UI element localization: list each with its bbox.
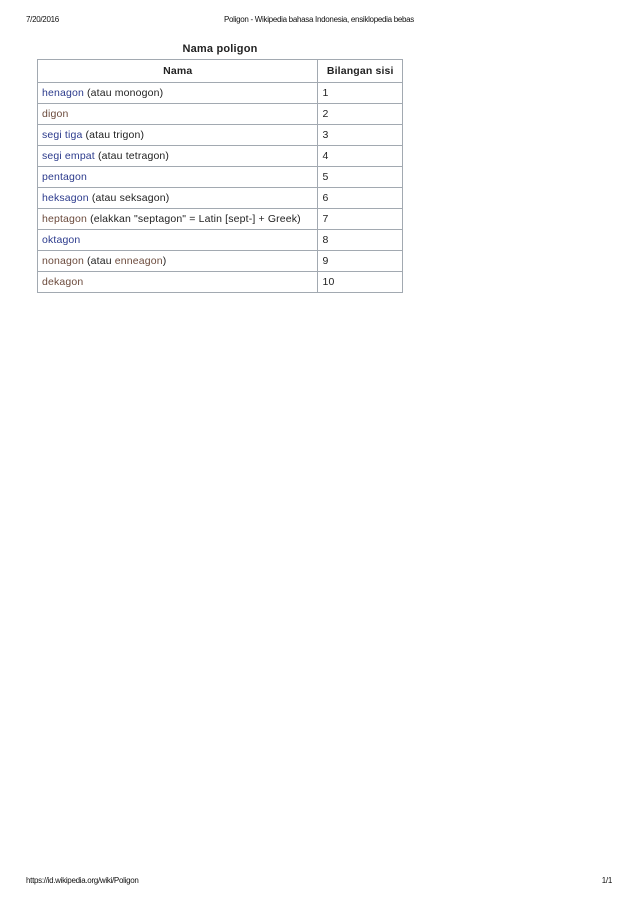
polygon-link[interactable]: segi empat bbox=[42, 150, 95, 162]
sides-count-cell: 6 bbox=[318, 188, 403, 209]
sides-count-cell: 4 bbox=[318, 146, 403, 167]
polygon-name-cell bbox=[38, 83, 318, 104]
polygon-link[interactable]: dekagon bbox=[42, 276, 84, 288]
table-caption: Nama poligon bbox=[182, 43, 258, 55]
print-footer bbox=[0, 876, 638, 888]
sides-count-cell: 3 bbox=[318, 125, 403, 146]
polygon-names-table-container bbox=[37, 42, 403, 293]
table-header-row bbox=[38, 60, 403, 83]
table-row bbox=[38, 272, 403, 293]
column-header-name: Nama bbox=[38, 60, 318, 83]
polygon-link[interactable]: digon bbox=[42, 108, 69, 120]
polygon-name-cell bbox=[38, 230, 318, 251]
table-row bbox=[38, 146, 403, 167]
polygon-link[interactable]: segi tiga bbox=[42, 129, 83, 141]
table-row bbox=[38, 209, 403, 230]
sides-count-cell: 2 bbox=[318, 104, 403, 125]
polygon-link[interactable]: oktagon bbox=[42, 234, 81, 246]
polygon-note: (elakkan "septagon" = Latin [sept-] + Greek) bbox=[87, 213, 301, 225]
polygon-note: (atau monogon) bbox=[83, 87, 164, 99]
sides-count-cell: 8 bbox=[318, 230, 403, 251]
polygon-note: (atau bbox=[83, 255, 115, 267]
table-row bbox=[38, 125, 403, 146]
sides-count-cell: 10 bbox=[318, 272, 403, 293]
polygon-link[interactable]: heptagon bbox=[42, 213, 87, 225]
polygon-note: (atau seksagon) bbox=[88, 192, 170, 204]
polygon-name-cell bbox=[38, 125, 318, 146]
print-date: 7/20/2016 bbox=[26, 15, 59, 24]
table-row bbox=[38, 188, 403, 209]
sides-count-cell: 5 bbox=[318, 167, 403, 188]
table-row bbox=[38, 104, 403, 125]
sides-count-cell: 7 bbox=[318, 209, 403, 230]
polygon-name-cell bbox=[38, 167, 318, 188]
polygon-names-table bbox=[37, 59, 403, 293]
polygon-alt-link[interactable]: enneagon bbox=[114, 255, 163, 267]
polygon-name-cell bbox=[38, 188, 318, 209]
table-row bbox=[38, 167, 403, 188]
polygon-link[interactable]: nonagon bbox=[42, 255, 84, 267]
polygon-name-cell bbox=[38, 104, 318, 125]
column-header-sides: Bilangan sisi bbox=[318, 60, 403, 83]
print-header bbox=[0, 15, 638, 27]
table-row bbox=[38, 83, 403, 104]
polygon-note-close: ) bbox=[162, 255, 167, 267]
polygon-name-cell bbox=[38, 272, 318, 293]
table-row bbox=[38, 230, 403, 251]
sides-count-cell: 1 bbox=[318, 83, 403, 104]
print-page-title: Poligon - Wikipedia bahasa Indonesia, ensiklopedia bebas bbox=[223, 15, 414, 24]
polygon-link[interactable]: henagon bbox=[42, 87, 84, 99]
polygon-name-cell bbox=[38, 146, 318, 167]
polygon-link[interactable]: pentagon bbox=[42, 171, 87, 183]
polygon-name-cell bbox=[38, 209, 318, 230]
print-url: https://id.wikipedia.org/wiki/Poligon bbox=[26, 876, 139, 885]
sides-count-cell: 9 bbox=[318, 251, 403, 272]
polygon-link[interactable]: heksagon bbox=[42, 192, 89, 204]
polygon-note: (atau trigon) bbox=[82, 129, 145, 141]
print-page-number: 1/1 bbox=[601, 876, 612, 885]
polygon-name-cell bbox=[38, 251, 318, 272]
polygon-note: (atau tetragon) bbox=[94, 150, 170, 162]
table-row bbox=[38, 251, 403, 272]
